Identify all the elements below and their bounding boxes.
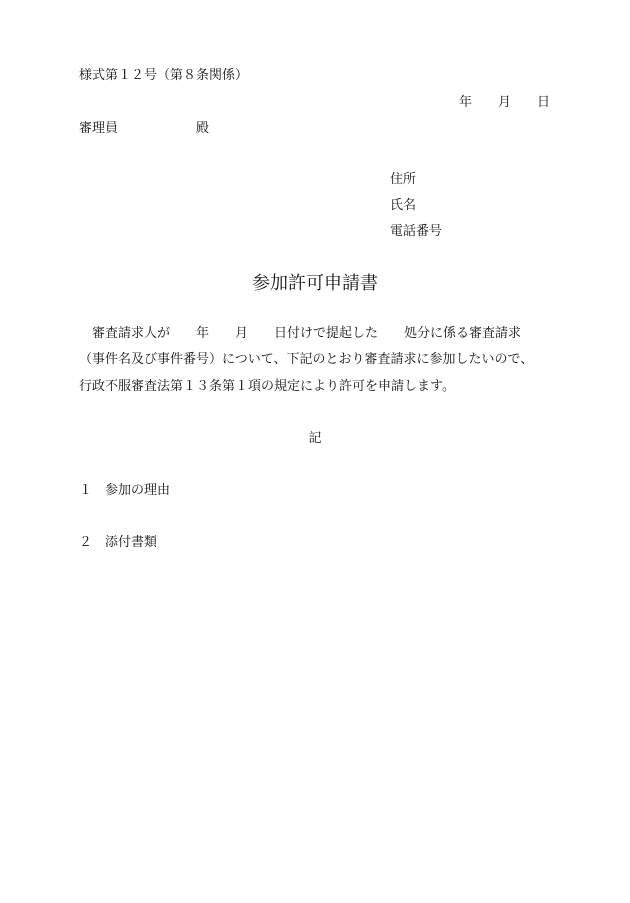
document-title: 参加許可申請書 (252, 273, 378, 294)
address-label: 住所 (390, 172, 417, 187)
form-number: 様式第１２号（第８条関係） (79, 68, 249, 83)
list-item: １ 参加の理由 (79, 483, 171, 498)
name-label: 氏名 (390, 198, 417, 213)
ki-heading: 記 (308, 431, 322, 446)
date-line: 年 月 日 (459, 95, 551, 110)
list-item: ２ 添付書類 (79, 535, 158, 550)
body-line: 審査請求人が 年 月 日付けで提起した 処分に係る審査請求 (79, 326, 522, 341)
phone-label: 電話番号 (390, 224, 443, 239)
body-line: （事件名及び事件番号）について、下記のとおり審査請求に参加したいので、 (79, 352, 534, 367)
addressee: 審理員 殿 (79, 121, 210, 136)
body-line: 行政不服審査法第１３条第１項の規定により許可を申請します。 (79, 379, 455, 394)
